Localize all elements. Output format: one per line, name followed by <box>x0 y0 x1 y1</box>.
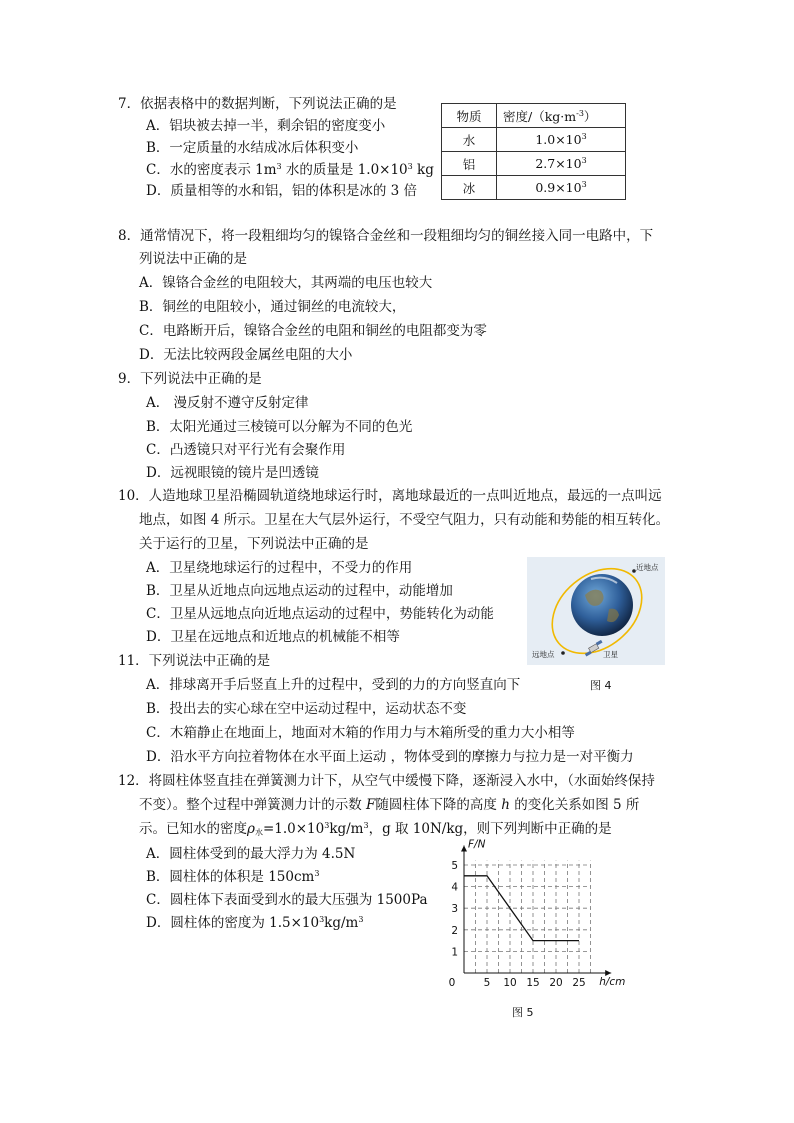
table-header-density: 密度$/(kg\cdot m^{-3})$ <box>497 104 626 128</box>
y-tick-label: 2 <box>451 924 458 937</box>
q9-option-b: B．太阳光通过三棱镜可以分解为不同的色光 <box>146 419 413 435</box>
table-cell-substance: 水 <box>442 128 497 152</box>
table-cell-density: $2.7\times 10^3$ <box>497 152 626 176</box>
q7-option-b: B．一定质量的水结成冰后体积变小 <box>146 140 359 156</box>
q7-option-d: D．质量相等的水和铝，铝的体积是冰的 3 倍 <box>146 183 417 199</box>
q11-option-d: D．沿水平方向拉着物体在水平面上运动 ，物体受到的摩擦力与拉力是一对平衡力 <box>146 749 634 765</box>
y-tick-label: 4 <box>451 881 458 894</box>
q8-option-d: D．无法比较两段金属丝电阻的大小 <box>139 347 353 363</box>
q12-option-a: A．圆柱体受到的最大浮力为 4.5N <box>146 846 356 862</box>
origin-label: 0 <box>448 977 456 989</box>
y-tick-label: 1 <box>451 946 458 959</box>
satellite-orbit-drawing <box>527 557 665 665</box>
x-axis-label: h/cm <box>599 976 626 988</box>
q10-option-d: D．卫星在远地点和近地点的机械能不相等 <box>146 629 400 645</box>
satellite-icon <box>585 640 603 657</box>
table-header-row <box>442 104 626 128</box>
q10-option-a: A．卫星绕地球运行的过程中，不受力的作用 <box>146 560 413 576</box>
y-axis-arrow <box>461 846 467 852</box>
q9-stem: 9．下列说法中正确的是 <box>118 371 262 387</box>
q12-option-c: C．圆柱体下表面受到水的最大压强为 1500Pa <box>146 892 428 908</box>
q11-stem: 11．下列说法中正确的是 <box>118 653 271 669</box>
q12-option-d: D．圆柱体的密度为 $1.5\times 10^3kg/m^3$ <box>146 915 364 931</box>
q8-option-b: B．铜丝的电阻较小，通过铜丝的电流较大， <box>139 299 406 315</box>
q12-stem-line3: 示。已知水的密度$\rho_水=1.0\times 10^3kg/m^3$，g 取 10N/kg，则下列判断中正确的是 <box>139 821 612 837</box>
q12-stem-line1: 12．将圆柱体竖直挂在弹簧测力计下，从空气中缓慢下降，逐渐浸入水中，（水面始终保持 <box>118 773 655 789</box>
q7-option-a: A．铝块被去掉一半，剩余铝的密度变小 <box>146 118 386 134</box>
table-cell-substance: 冰 <box>442 176 497 200</box>
y-axis-label: F/N <box>468 838 486 851</box>
table-row <box>442 152 626 176</box>
table-cell-substance: 铝 <box>442 152 497 176</box>
near-point-label: 近地点 <box>636 563 659 572</box>
x-tick-label: 20 <box>549 977 563 989</box>
satellite-label: 卫星 <box>603 650 618 659</box>
q11-option-b: B．投出去的实心球在空中运动过程中，运动状态不变 <box>146 701 467 717</box>
x-tick-label: 25 <box>572 977 586 989</box>
q7-stem: 7．依据表格中的数据判断，下列说法正确的是 <box>118 96 397 112</box>
x-tick-label: 10 <box>503 977 517 989</box>
q12-option-b: B．圆柱体的体积是 $150cm^3$ <box>146 869 320 885</box>
force-depth-chart <box>440 838 650 1003</box>
x-tick-label: 5 <box>483 977 491 989</box>
q12-stem-line2: 不变）。整个过程中弹簧测力计的示数 F随圆柱体下降的高度 h 的变化关系如图 5 所 <box>139 797 640 813</box>
y-tick-label: 3 <box>451 903 458 916</box>
q10-stem-line3: 关于运行的卫星，下列说法中正确的是 <box>139 536 369 552</box>
q8-option-c: C．电路断开后，镍铬合金丝的电阻和铜丝的电阻都变为零 <box>139 323 487 339</box>
q9-option-a: A． 漫反射不遵守反射定律 <box>146 395 309 411</box>
earth-icon <box>571 574 633 636</box>
q10-stem-line1: 10．人造地球卫星沿椭圆轨道绕地球运行时，离地球最近的一点叫近地点，最远的一点叫远 <box>118 488 662 504</box>
far-point-label: 远地点 <box>532 650 555 659</box>
q10-option-c: C．卫星从远地点向近地点运动的过程中，势能转化为动能 <box>146 606 494 622</box>
q8-option-a: A．镍铬合金丝的电阻较大，其两端的电压也较大 <box>139 275 433 291</box>
q11-option-c: C．木箱静止在地面上，地面对木箱的作用力与木箱所受的重力大小相等 <box>146 725 575 741</box>
density-table <box>441 103 626 200</box>
q8-stem-line1: 8．通常情况下，将一段粗细均匀的镍铬合金丝和一段粗细均匀的铜丝接入同一电路中，下 <box>118 228 654 244</box>
q7-option-c: C．水的密度表示 $1m^3$ 水的质量是 $1.0\times 10^3$ kg <box>146 162 434 178</box>
table-cell-density: $0.9\times 10^3$ <box>497 176 626 200</box>
far-point-dot <box>561 651 565 655</box>
figure-5-caption: 图 5 <box>512 1006 534 1019</box>
figure-4-caption: 图 4 <box>590 679 612 692</box>
table-row <box>442 176 626 200</box>
q10-stem-line2: 地点，如图 4 所示。卫星在大气层外运行，不受空气阻力，只有动能和势能的相互转化。 <box>139 512 670 528</box>
table-cell-density: $1.0\times 10^3$ <box>497 128 626 152</box>
table-row <box>442 128 626 152</box>
y-tick-label: 5 <box>451 860 458 872</box>
q11-option-a: A．排球离开手后竖直上升的过程中，受到的力的方向竖直向下 <box>146 677 521 693</box>
table-header-substance: 物质 <box>442 104 497 128</box>
satellite-orbit-figure <box>527 557 665 665</box>
x-tick-label: 15 <box>526 977 540 989</box>
q9-option-d: D．远视眼镜的镜片是凹透镜 <box>146 465 319 481</box>
q8-stem-line2: 列说法中正确的是 <box>139 251 247 267</box>
q10-option-b: B．卫星从近地点向远地点运动的过程中，动能增加 <box>146 583 453 599</box>
q9-option-c: C．凸透镜只对平行光有会聚作用 <box>146 442 346 458</box>
